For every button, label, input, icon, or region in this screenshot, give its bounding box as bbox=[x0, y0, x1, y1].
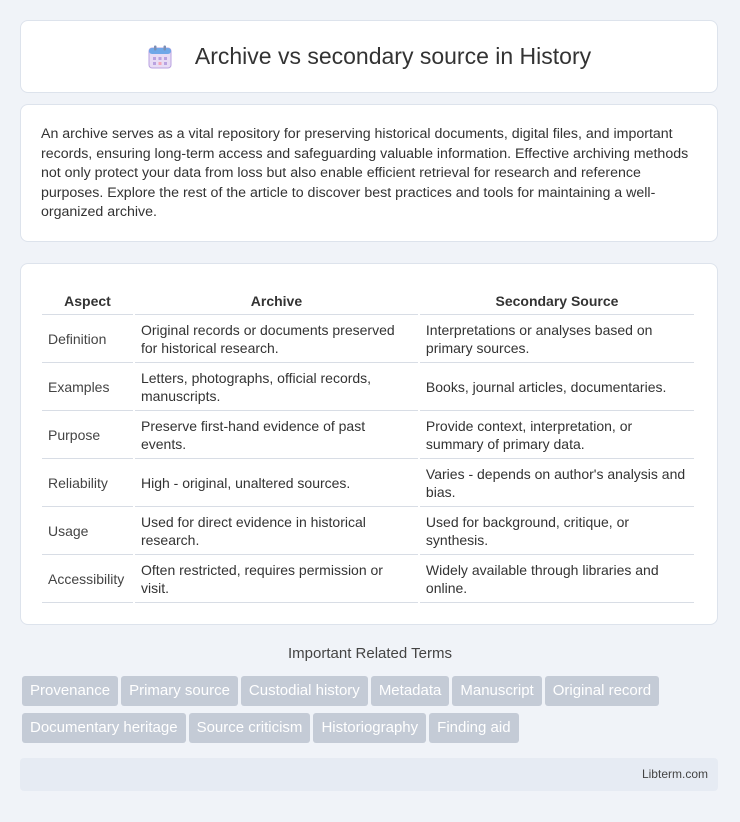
table-row bbox=[42, 411, 694, 459]
row-archive: High - original, unaltered sources. bbox=[135, 459, 418, 507]
table-row bbox=[42, 507, 694, 555]
tag-original-record[interactable]: Original record bbox=[545, 676, 659, 706]
table-row bbox=[42, 459, 694, 507]
related-terms-title: Important Related Terms bbox=[288, 645, 452, 662]
row-archive: Preserve first-hand evidence of past events. bbox=[135, 411, 418, 459]
table-row bbox=[42, 363, 694, 411]
row-aspect: Usage bbox=[42, 507, 133, 555]
row-archive: Original records or documents preserved for historical research. bbox=[135, 315, 418, 363]
row-aspect: Accessibility bbox=[42, 555, 133, 603]
row-archive: Letters, photographs, official records, manuscripts. bbox=[135, 363, 418, 411]
header-aspect: Aspect bbox=[42, 284, 133, 315]
header-archive: Archive bbox=[135, 284, 418, 315]
comparison-table bbox=[40, 284, 696, 603]
row-aspect: Examples bbox=[42, 363, 133, 411]
table-row bbox=[42, 315, 694, 363]
row-aspect: Purpose bbox=[42, 411, 133, 459]
tag-provenance[interactable]: Provenance bbox=[22, 676, 118, 706]
row-secondary: Used for background, critique, or synthesis. bbox=[420, 507, 694, 555]
related-terms-list bbox=[22, 676, 722, 750]
footer bbox=[20, 758, 718, 791]
row-archive: Often restricted, requires permission or visit. bbox=[135, 555, 418, 603]
row-aspect: Reliability bbox=[42, 459, 133, 507]
tag-historiography[interactable]: Historiography bbox=[313, 713, 426, 743]
tag-primary-source[interactable]: Primary source bbox=[121, 676, 238, 706]
row-secondary: Interpretations or analyses based on primary sources. bbox=[420, 315, 694, 363]
tag-manuscript[interactable]: Manuscript bbox=[452, 676, 541, 706]
page-title: Archive vs secondary source in History bbox=[194, 43, 592, 69]
row-secondary: Varies - depends on author's analysis and bias. bbox=[420, 459, 694, 507]
tag-source-criticism[interactable]: Source criticism bbox=[189, 713, 311, 743]
table-header-row bbox=[42, 284, 694, 315]
header-secondary-source: Secondary Source bbox=[420, 284, 694, 315]
tag-documentary-heritage[interactable]: Documentary heritage bbox=[22, 713, 186, 743]
footer-site-link[interactable]: Libterm.com bbox=[641, 767, 708, 781]
calendar-icon bbox=[147, 44, 173, 70]
row-aspect: Definition bbox=[42, 315, 133, 363]
title-card bbox=[20, 20, 718, 93]
row-secondary: Provide context, interpretation, or summary of primary data. bbox=[420, 411, 694, 459]
comparison-card bbox=[20, 263, 718, 625]
intro-paragraph: An archive serves as a vital repository for preserving historical documents, digital files, and important records, ensuring long-term access and safeguarding valuable information. Effective archiving methods not only protect your data from loss but also enable efficient retrieval for research and reference purposes. Explore the rest of the article to discover best practices and tools for maintaining a well-organized archive. bbox=[41, 126, 689, 220]
table-row bbox=[42, 555, 694, 603]
row-secondary: Widely available through libraries and online. bbox=[420, 555, 694, 603]
intro-card bbox=[20, 104, 718, 242]
tag-metadata[interactable]: Metadata bbox=[371, 676, 450, 706]
row-secondary: Books, journal articles, documentaries. bbox=[420, 363, 694, 411]
tag-custodial-history[interactable]: Custodial history bbox=[241, 676, 368, 706]
row-archive: Used for direct evidence in historical research. bbox=[135, 507, 418, 555]
tag-finding-aid[interactable]: Finding aid bbox=[429, 713, 518, 743]
